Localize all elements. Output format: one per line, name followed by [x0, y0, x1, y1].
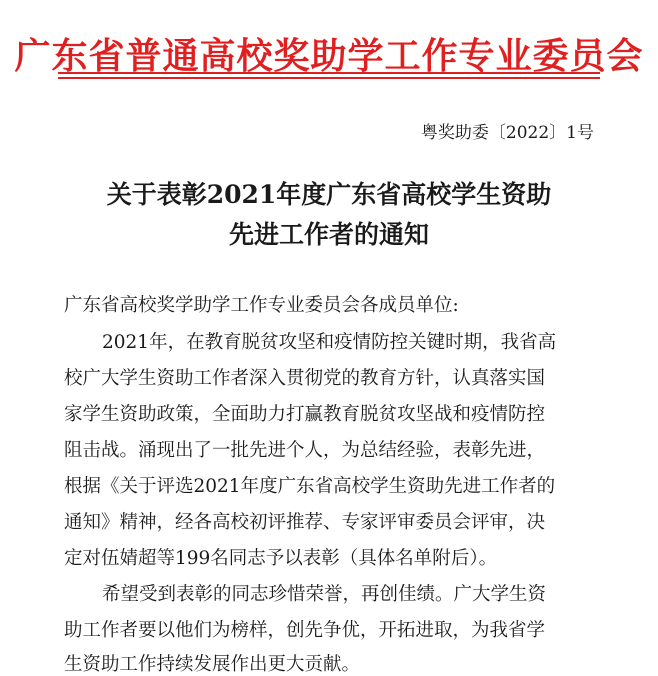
paragraph-1-line-7: 定对伍婧超等199名同志予以表彰（具体名单附后）。 [64, 548, 498, 569]
header-rule-bottom [58, 77, 600, 79]
header-rule-top [58, 72, 600, 74]
paragraph-1-line-6: 通知》精神，经各高校初评推荐、专家评审委员会评审，决 [64, 512, 546, 533]
paragraph-2-line-3: 生资助工作持续发展作出更大贡献。 [64, 654, 361, 675]
org-header-title: 广东省普通高校奖助学工作专业委员会 [14, 36, 644, 77]
paragraph-2-line-2: 助工作者要以他们为榜样，创先争优，开拓进取，为我省学 [64, 620, 546, 641]
paragraph-1-line-1: 2021年，在教育脱贫攻坚和疫情防控关键时期，我省高 [102, 332, 557, 353]
notice-title-line-1: 关于表彰2021年度广东省高校学生资助 [106, 180, 552, 209]
salutation: 广东省高校奖学助学工作专业委员会各成员单位: [64, 295, 459, 316]
paragraph-1-line-4: 阻击战。涌现出了一批先进个人，为总结经验，表彰先进， [64, 440, 546, 461]
paragraph-1-line-2: 校广大学生资助工作者深入贯彻党的教育方针，认真落实国 [64, 368, 546, 389]
document-number: 粤奖助委〔2022〕1号 [420, 123, 594, 143]
notice-title-line-2: 先进工作者的通知 [228, 220, 429, 249]
paragraph-1-line-5: 根据《关于评选2021年度广东省高校学生资助先进工作者的 [64, 476, 556, 497]
paragraph-1-line-3: 家学生资助政策，全面助力打赢教育脱贫攻坚战和疫情防控 [64, 404, 546, 425]
paragraph-2-line-1: 希望受到表彰的同志珍惜荣誉，再创佳绩。广大学生资 [102, 584, 547, 605]
